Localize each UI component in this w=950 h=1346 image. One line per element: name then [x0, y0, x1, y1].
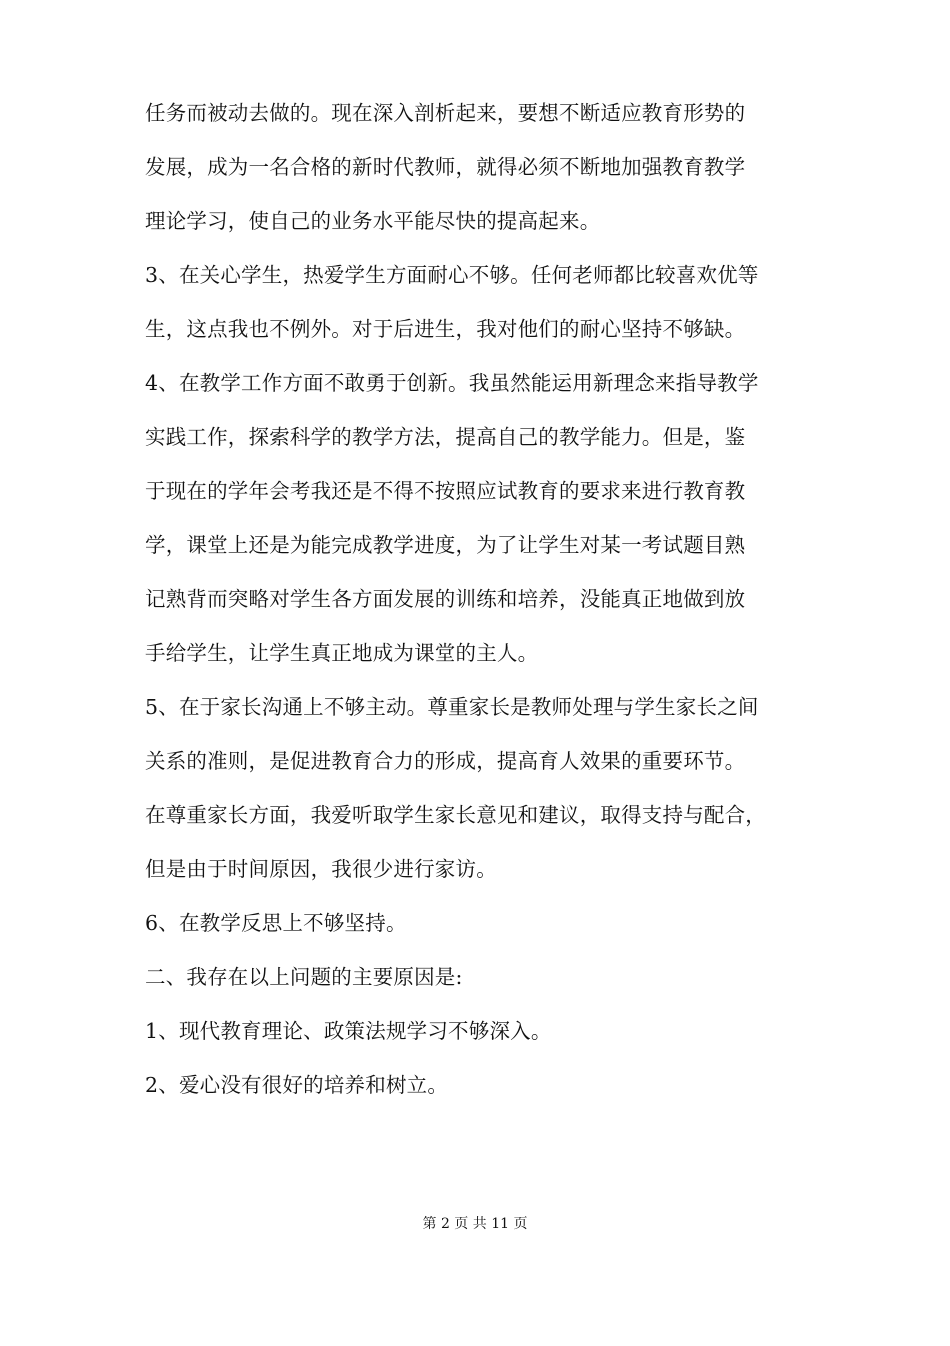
text-line: 记熟背而突略对学生各方面发展的训练和培养，没能真正地做到放	[145, 587, 746, 611]
text-line: 关系的准则，是促进教育合力的形成，提高育人效果的重要环节。	[145, 749, 746, 773]
text-line: 手给学生，让学生真正地成为课堂的主人。	[145, 641, 539, 665]
text-line: 3、在关心学生，热爱学生方面耐心不够。任何老师都比较喜欢优等	[145, 263, 759, 287]
text-line: 2、爱心没有很好的培养和树立。	[145, 1073, 449, 1097]
page-number-footer: 第 2 页 共 11 页	[422, 1216, 528, 1232]
text-line: 二、我存在以上问题的主要原因是:	[145, 965, 463, 989]
text-line: 在尊重家长方面，我爱听取学生家长意见和建议，取得支持与配合，	[145, 803, 766, 827]
text-line: 任务而被动去做的。现在深入剖析起来，要想不断适应教育形势的	[145, 101, 746, 125]
text-line: 实践工作，探索科学的教学方法，提高自己的教学能力。但是，鉴	[145, 425, 746, 449]
text-line: 1、现代教育理论、政策法规学习不够深入。	[145, 1019, 552, 1043]
text-line: 于现在的学年会考我还是不得不按照应试教育的要求来进行教育教	[145, 479, 746, 503]
text-line: 学，课堂上还是为能完成教学进度，为了让学生对某一考试题目熟	[145, 533, 746, 557]
text-line: 5、在于家长沟通上不够主动。尊重家长是教师处理与学生家长之间	[145, 695, 759, 719]
text-line: 但是由于时间原因，我很少进行家访。	[145, 857, 497, 881]
text-line: 4、在教学工作方面不敢勇于创新。我虽然能运用新理念来指导教学	[145, 371, 759, 395]
text-line: 发展，成为一名合格的新时代教师，就得必须不断地加强教育教学	[145, 155, 746, 179]
document-body	[145, 86, 825, 1112]
text-line: 理论学习，使自己的业务水平能尽快的提高起来。	[145, 209, 601, 233]
text-line: 6、在教学反思上不够坚持。	[145, 911, 407, 935]
text-line: 生，这点我也不例外。对于后进生，我对他们的耐心坚持不够缺。	[145, 317, 746, 341]
